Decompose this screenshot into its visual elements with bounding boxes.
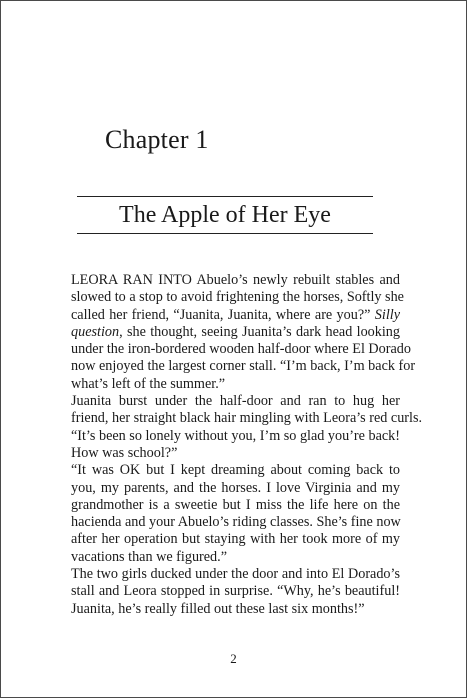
paragraph <box>49 393 423 462</box>
text-line: you, my parents, and the horses. I love Virginia and my <box>71 479 400 496</box>
text-line <box>49 307 400 324</box>
text-line: hacienda and your Abuelo’s riding classes. She’s fine now <box>71 514 401 531</box>
text-line: “It’s been so lonely without you, I’m so glad you’re back! <box>71 427 400 444</box>
text-line: grandmother is a sweetie but I miss the life here on the <box>71 496 400 513</box>
page-number: 2 <box>230 651 237 666</box>
text-line: under the iron-bordered wooden half-door where El Dorado <box>71 341 411 358</box>
text-line: How was school?” <box>71 444 178 461</box>
text-line: The two girls ducked under the door and into El Dorado’s <box>71 566 400 583</box>
text-line: LEORA RAN INTO Abuelo’s newly rebuilt stables and <box>71 272 400 288</box>
text-line: friend, her straight black hair mingling with Leora’s red curls. <box>71 410 423 427</box>
text-line: slowed to a stop to avoid frightening the horses, Softly she <box>71 289 404 306</box>
italic-text: question <box>71 323 120 340</box>
paragraph <box>49 272 416 393</box>
title-rule-top <box>77 196 373 197</box>
text-line: after her operation but staying with her took more of my <box>71 531 400 548</box>
text-line <box>49 324 400 341</box>
text-line: Juanita burst under the half-door and ran to hug her <box>71 393 400 410</box>
text-line: stall and Leora stopped in surprise. “Why, he’s beautiful! <box>71 583 400 600</box>
italic-text: Silly <box>374 306 400 323</box>
body-text <box>49 272 423 618</box>
text-segment: , she thought, seeing Juanita’s dark head looking <box>119 323 400 340</box>
chapter-title: The Apple of Her Eye <box>119 202 331 228</box>
paragraph <box>49 462 400 566</box>
text-line: now enjoyed the largest corner stall. “I’m back, I’m back for <box>71 358 416 375</box>
text-segment: called her friend, “Juanita, Juanita, where are you?” <box>71 306 375 323</box>
title-rule-bottom <box>77 233 373 234</box>
text-line: Juanita, he’s really filled out these last six months!” <box>71 600 365 617</box>
text-line: vacations than we figured.” <box>71 548 228 565</box>
chapter-number: Chapter 1 <box>105 125 209 154</box>
paragraph <box>49 566 400 618</box>
text-line: “It was OK but I kept dreaming about coming back to <box>71 462 400 479</box>
text-line: what’s left of the summer.” <box>71 375 226 392</box>
